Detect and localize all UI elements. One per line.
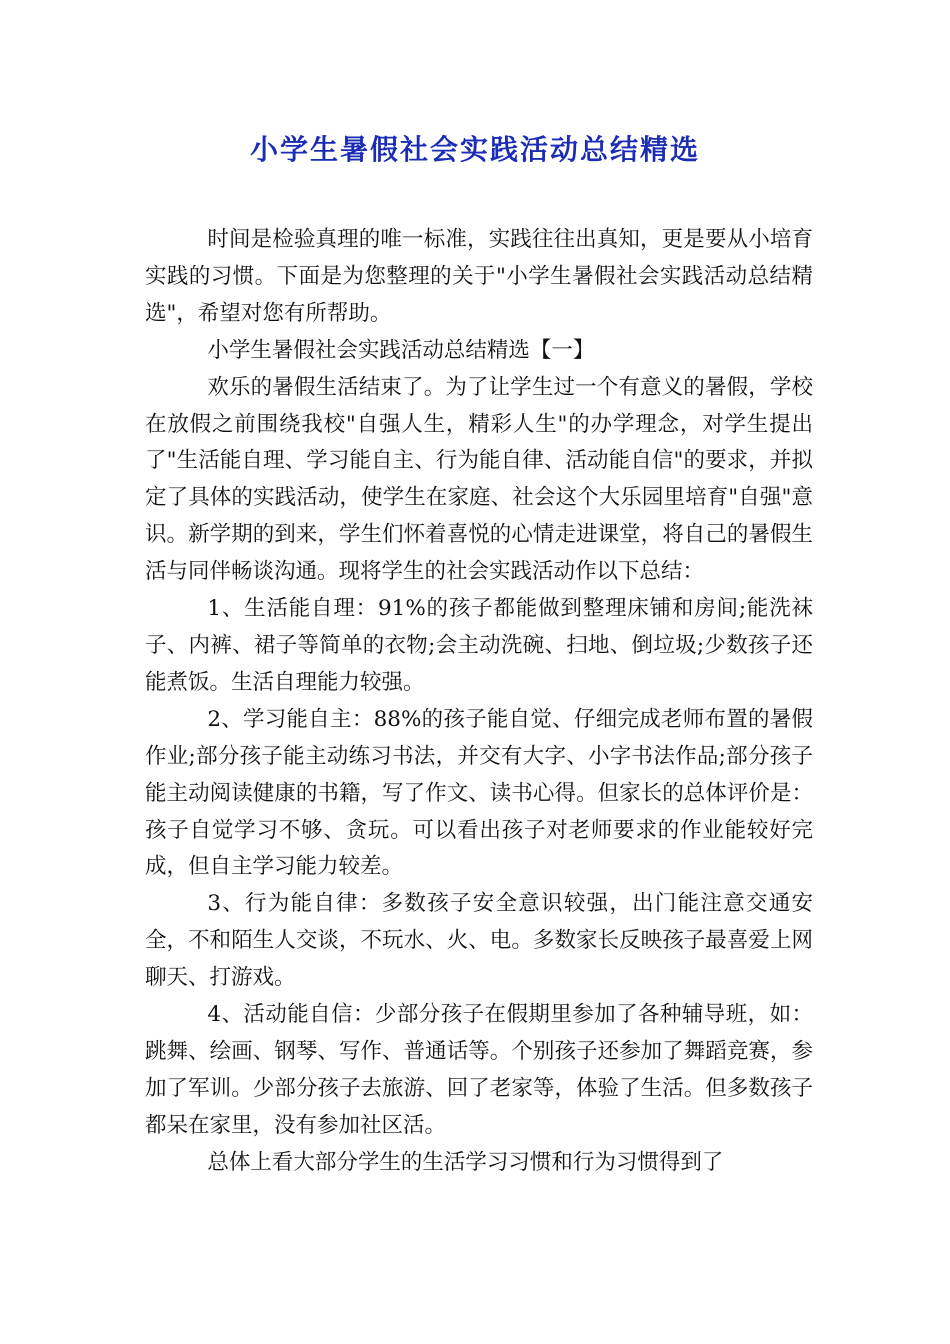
document-title: 小学生暑假社会实践活动总结精选 <box>249 133 700 166</box>
paragraph-item-3: 3、行为能自律：多数孩子安全意识较强，出门能注意交通安全，不和陌生人交谈，不玩水、火、电。多数家长反映孩子最喜爱上网聊天、打游戏。 <box>145 891 813 991</box>
paragraph-item-2: 2、学习能自主：88%的孩子能自觉、仔细完成老师布置的暑假作业;部分孩子能主动练习书法，并交有大字、小字书法作品;部分孩子能主动阅读健康的书籍，写了作文、读书心得。但家长的总体评价是：孩子自觉学习不够、贪玩。可以看出孩子对老师要求的作业能较好完成，但自主学习能力较差。 <box>145 706 813 880</box>
paragraph-intro: 时间是检验真理的唯一标准，实践往往出真知，更是要从小培育实践的习惯。下面是为您整理的关于"小学生暑假社会实践活动总结精选"，希望对您有所帮助。 <box>145 227 813 326</box>
paragraph-item-1: 1、生活能自理：91%的孩子都能做到整理床铺和房间;能洗袜子、内裤、裙子等简单的衣物;会主动洗碗、扫地、倒垃圾;少数孩子还能煮饭。生活自理能力较强。 <box>145 596 813 695</box>
paragraph-summary: 总体上看大部分学生的生活学习习惯和行为习惯得到了 <box>207 1149 724 1175</box>
paragraph-section-heading: 小学生暑假社会实践活动总结精选【一】 <box>207 337 595 363</box>
paragraph-overview: 欢乐的暑假生活结束了。为了让学生过一个有意义的暑假，学校在放假之前围绕我校"自强人生，精彩人生"的办学理念，对学生提出了"生活能自理、学习能自主、行为能自律、活动能自信"的要求，并拟定了具体的实践活动，使学生在家庭、社会这个大乐园里培育"自强"意识。新学期的到来，学生们怀着喜悦的心情走进课堂，将自己的暑假生活与同伴畅谈沟通。现将学生的社会实践活动作以下总结： <box>145 374 813 585</box>
paragraph-item-4: 4、活动能自信：少部分孩子在假期里参加了各种辅导班，如：跳舞、绘画、钢琴、写作、普通话等。个别孩子还参加了舞蹈竞赛，参加了军训。少部分孩子去旅游、回了老家等，体验了生活。但多数孩子都呆在家里，没有参加社区活。 <box>145 1002 813 1138</box>
document-body <box>145 222 813 1182</box>
